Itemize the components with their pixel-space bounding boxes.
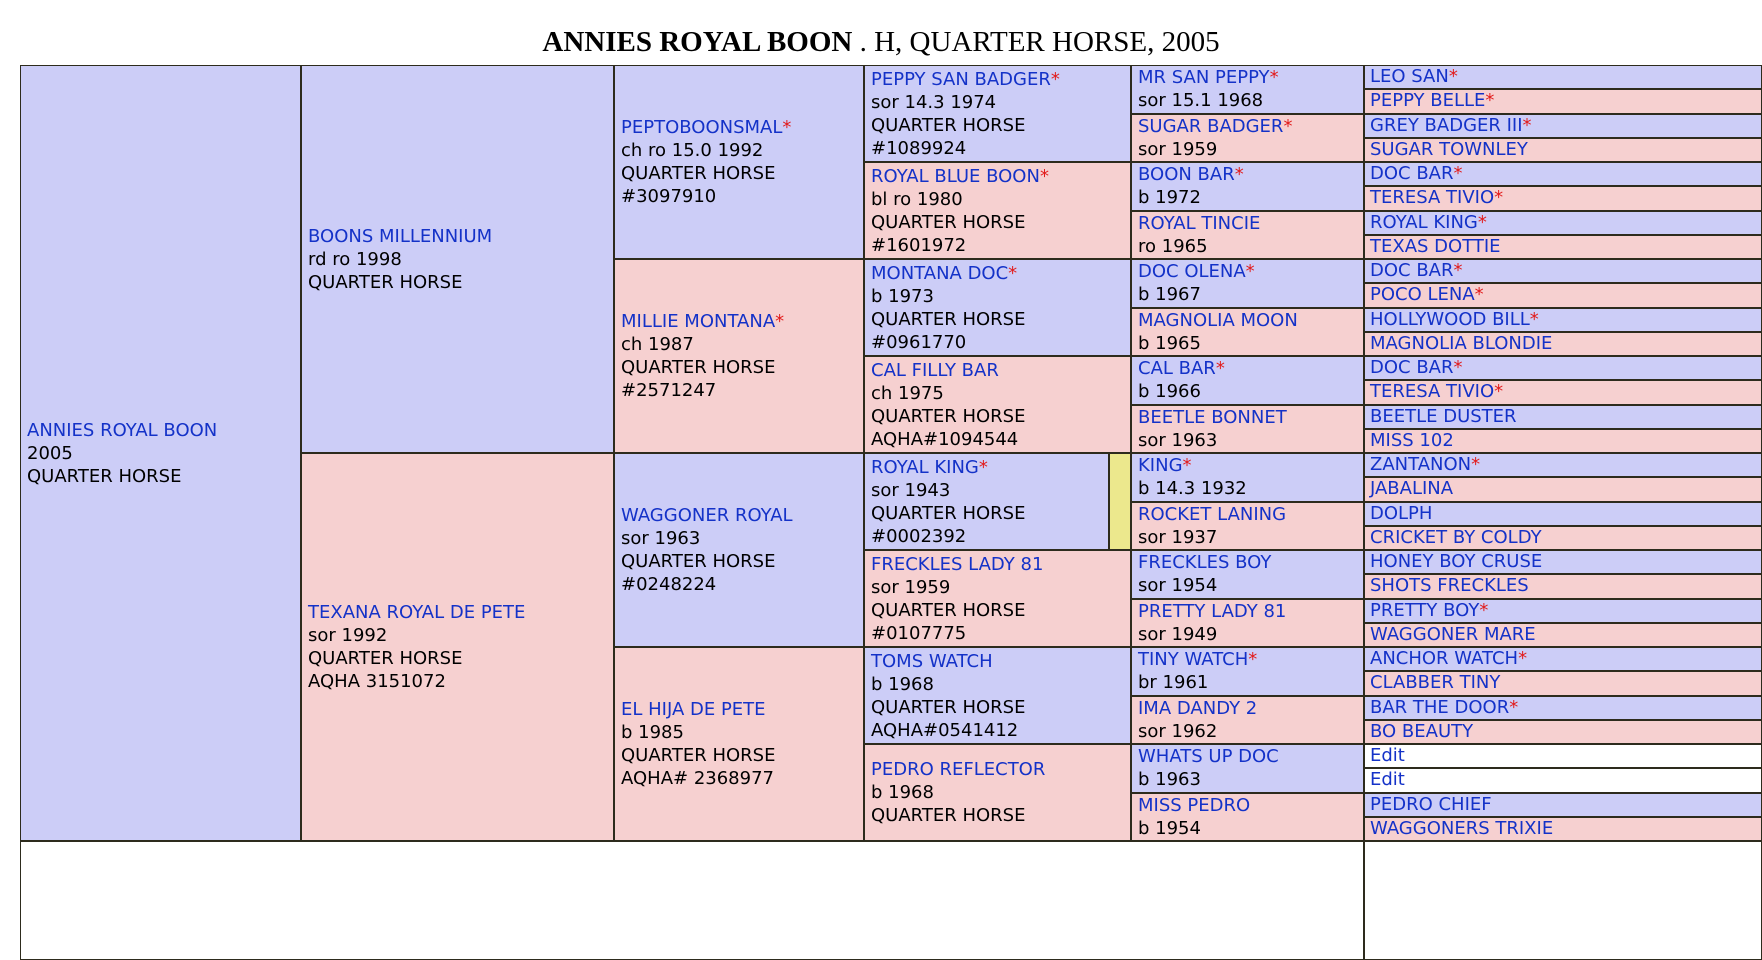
highlight-marker (1109, 453, 1131, 550)
horse-detail: b 1968 (871, 673, 934, 695)
horse-detail: b 1967 (1138, 284, 1201, 306)
col6-horse-cell (1364, 138, 1762, 162)
horse-detail: br 1961 (1138, 672, 1209, 694)
col6-horse-cell (1364, 502, 1762, 526)
horse-name-link[interactable]: CAL FILLY BAR (871, 359, 999, 381)
horse-detail: sor 1959 (1138, 138, 1218, 160)
horse-detail: sor 1954 (1138, 575, 1218, 597)
registered-star: * (1182, 455, 1192, 477)
col6-horse-cell (1364, 356, 1762, 380)
horse-name-link[interactable]: DOC BAR (1370, 163, 1454, 185)
title-horse-name: ANNIES ROYAL BOON (542, 26, 853, 58)
horse-name-line (1138, 357, 1363, 380)
horse-name-link[interactable]: Edit (1370, 745, 1405, 767)
horse-name-line (1370, 722, 1761, 742)
horse-name-link[interactable]: WAGGONER ROYAL (621, 505, 793, 526)
col6-horse-cell (1364, 647, 1762, 671)
horse-name-line (871, 68, 1130, 91)
horse-name-line (1370, 67, 1761, 87)
col6-horse-cell (1364, 817, 1762, 841)
horse-detail: QUARTER HORSE (871, 114, 1026, 136)
col6-horse-cell (1364, 380, 1762, 404)
horse-name-link[interactable]: TEXANA ROYAL DE PETE (308, 602, 526, 623)
horse-name-line (1370, 528, 1761, 548)
col5-horse-cell (1131, 211, 1364, 260)
registered-star: * (1039, 165, 1049, 187)
horse-name-line (1370, 601, 1761, 621)
col6-horse-cell (1364, 744, 1762, 768)
horse-name-line (621, 310, 863, 333)
horse-name-line (1138, 745, 1363, 768)
col6-horse-cell (1364, 405, 1762, 429)
horse-name-line (27, 419, 300, 442)
horse-detail: sor 1963 (621, 528, 701, 549)
horse-name-line (1138, 503, 1363, 526)
horse-name-line (308, 225, 613, 248)
pedigree-chart (20, 65, 1762, 960)
horse-detail: #0248224 (621, 574, 717, 595)
horse-name-link[interactable]: PEPTOBOONSMAL (621, 117, 783, 138)
horse-name-link[interactable]: DOC BAR (1370, 357, 1454, 379)
horse-name-link[interactable]: SHOTS FRECKLES (1370, 575, 1529, 597)
horse-name-link[interactable]: TINY WATCH (1138, 649, 1249, 671)
horse-detail: #2571247 (621, 380, 717, 401)
horse-detail: b 1965 (1138, 332, 1201, 354)
horse-name-line (1370, 455, 1761, 475)
horse-name-line (1370, 164, 1761, 184)
registered-star: * (1485, 90, 1495, 112)
horse-detail: QUARTER HORSE (871, 599, 1026, 621)
col6-horse-cell (1364, 720, 1762, 744)
registered-star: * (1471, 454, 1481, 476)
col5-horse-cell (1131, 793, 1364, 842)
col4-horse-cell (864, 259, 1131, 356)
horse-name-line (871, 359, 1130, 382)
col4-horse-cell (864, 744, 1131, 841)
col5-horse-cell (1131, 744, 1364, 793)
horse-name-line (1370, 140, 1761, 160)
col5-horse-cell (1131, 114, 1364, 163)
col4-horse-cell (864, 356, 1131, 453)
horse-name-link[interactable]: PRETTY LADY 81 (1138, 600, 1287, 622)
horse-name-link[interactable]: PEDRO REFLECTOR (871, 759, 1046, 780)
registered-star: * (1509, 696, 1519, 718)
col6-horse-cell (1364, 477, 1762, 501)
horse-name-link[interactable]: DOC OLENA (1138, 261, 1246, 283)
col6-horse-cell (1364, 574, 1762, 598)
horse-name-link[interactable]: BOON BAR (1138, 164, 1235, 186)
horse-name-link[interactable]: ROYAL BLUE BOON (871, 165, 1040, 187)
horse-name-line (1370, 358, 1761, 378)
horse-detail: sor 1963 (1138, 429, 1218, 451)
horse-name-link[interactable]: PEPPY BELLE (1370, 90, 1486, 112)
col6-horse-cell (1364, 259, 1762, 283)
horse-name-link[interactable]: PEDRO CHIEF (1370, 793, 1492, 815)
horse-detail: #0961770 (871, 331, 967, 353)
col6-horse-cell (1364, 526, 1762, 550)
col3-horse-cell (614, 65, 864, 259)
horse-detail: QUARTER HORSE (308, 271, 463, 293)
horse-name-link[interactable]: SUGAR TOWNLEY (1370, 138, 1528, 160)
horse-name-link[interactable]: ANCHOR WATCH (1370, 648, 1519, 670)
col6-horse-cell (1364, 65, 1762, 89)
registered-star: * (978, 456, 988, 478)
horse-name-link[interactable]: JABALINA (1370, 478, 1454, 500)
horse-name-link[interactable]: BOONS MILLENNIUM (308, 225, 493, 247)
horse-name-link[interactable]: ROYAL KING (1370, 211, 1478, 233)
horse-name-link[interactable]: MISS 102 (1370, 429, 1454, 451)
registered-star: * (1269, 67, 1279, 89)
horse-detail: ro 1965 (1138, 235, 1208, 257)
horse-name-link[interactable]: LEO SAN (1370, 66, 1449, 88)
horse-name-line (621, 504, 863, 527)
title-details: . H, QUARTER HORSE, 2005 (852, 26, 1220, 58)
horse-name-link[interactable]: CRICKET BY COLDY (1370, 526, 1542, 548)
horse-name-link[interactable]: CAL BAR (1138, 358, 1216, 380)
col6-horse-cell (1364, 623, 1762, 647)
horse-name-line (1370, 285, 1761, 305)
horse-name-link[interactable]: Edit (1370, 769, 1405, 791)
horse-name-link[interactable]: FRECKLES BOY (1138, 552, 1272, 574)
horse-detail: #1089924 (871, 137, 967, 159)
horse-detail: AQHA#0541412 (871, 719, 1019, 741)
horse-detail: ch 1987 (621, 334, 694, 355)
horse-name-link[interactable]: FRECKLES LADY 81 (871, 553, 1044, 575)
horse-name-line (871, 758, 1130, 781)
registered-star: * (1494, 381, 1504, 403)
registered-star: * (782, 117, 792, 138)
horse-name-line (871, 456, 1108, 479)
horse-detail: sor 1943 (871, 479, 951, 501)
horse-name-line (1138, 406, 1363, 429)
registered-star: * (1245, 261, 1255, 283)
col1-horse-cell (20, 65, 301, 841)
horse-detail: #3097910 (621, 186, 717, 207)
horse-name-link[interactable]: WAGGONER MARE (1370, 623, 1536, 645)
horse-detail: b 14.3 1932 (1138, 478, 1247, 500)
horse-detail: ch 1975 (871, 382, 944, 404)
registered-star: * (1474, 284, 1484, 306)
horse-detail: 2005 (27, 442, 73, 464)
horse-name-link[interactable]: MONTANA DOC (871, 262, 1009, 284)
horse-name-line (1138, 648, 1363, 671)
registered-star: * (1453, 357, 1463, 379)
col5-horse-cell (1131, 308, 1364, 357)
horse-name-link[interactable]: GREY BADGER III (1370, 114, 1523, 136)
horse-name-link[interactable]: TERESA TIVIO (1370, 381, 1495, 403)
horse-name-link[interactable]: EL HIJA DE PETE (621, 699, 766, 720)
horse-detail: sor 1962 (1138, 720, 1218, 742)
horse-name-line (1138, 309, 1363, 332)
horse-name-link[interactable]: DOLPH (1370, 502, 1433, 524)
horse-name-line (1138, 600, 1363, 623)
horse-detail: sor 1949 (1138, 623, 1218, 645)
horse-name-line (1370, 504, 1761, 524)
horse-detail: QUARTER HORSE (27, 465, 182, 487)
horse-detail: sor 1959 (871, 576, 951, 598)
horse-detail: b 1973 (871, 285, 934, 307)
horse-name-link[interactable]: TOMS WATCH (871, 650, 993, 672)
horse-name-link[interactable]: ANNIES ROYAL BOON (27, 419, 218, 441)
horse-name-link[interactable]: IMA DANDY 2 (1138, 697, 1258, 719)
registered-star: * (1453, 163, 1463, 185)
col5-horse-cell (1131, 599, 1364, 648)
col6-horse-cell (1364, 453, 1762, 477)
horse-detail: b 1985 (621, 722, 684, 743)
horse-name-link[interactable]: HONEY BOY CRUSE (1370, 551, 1543, 573)
col6-horse-cell (1364, 768, 1762, 792)
horse-detail: AQHA#1094544 (871, 428, 1019, 450)
col5-horse-cell (1131, 696, 1364, 745)
horse-name-line (1370, 334, 1761, 354)
horse-name-link[interactable]: POCO LENA (1370, 284, 1475, 306)
registered-star: * (1522, 114, 1532, 136)
horse-name-line (1138, 115, 1363, 138)
horse-name-line (1138, 551, 1363, 574)
horse-name-line (1370, 625, 1761, 645)
horse-name-link[interactable]: BAR THE DOOR (1370, 696, 1510, 718)
horse-name-link[interactable]: BO BEAUTY (1370, 720, 1474, 742)
horse-name-line (1370, 746, 1761, 766)
registered-star: * (1477, 211, 1487, 233)
horse-name-link[interactable]: MAGNOLIA MOON (1138, 309, 1298, 331)
horse-name-link[interactable]: HOLLYWOOD BILL (1370, 308, 1530, 330)
horse-name-line (1370, 819, 1761, 839)
horse-detail: QUARTER HORSE (871, 405, 1026, 427)
horse-name-line (1138, 66, 1363, 89)
col4-horse-cell (864, 65, 1131, 162)
col6-horse-cell (1364, 308, 1762, 332)
col6-horse-cell (1364, 211, 1762, 235)
horse-detail: QUARTER HORSE (871, 805, 1026, 826)
horse-detail: QUARTER HORSE (871, 308, 1026, 330)
registered-star: * (1518, 648, 1528, 670)
registered-star: * (1448, 66, 1458, 88)
horse-detail: b 1954 (1138, 817, 1201, 839)
horse-detail: b 1966 (1138, 381, 1201, 403)
horse-detail: AQHA 3151072 (308, 671, 446, 692)
horse-detail: b 1963 (1138, 769, 1201, 791)
registered-star: * (1529, 308, 1539, 330)
horse-name-line (1370, 479, 1761, 499)
horse-name-line (1138, 260, 1363, 283)
horse-name-link[interactable]: KING (1138, 455, 1183, 477)
col6-horse-cell (1364, 599, 1762, 623)
horse-name-link[interactable]: PRETTY BOY (1370, 599, 1480, 621)
horse-detail: sor 1992 (308, 625, 388, 646)
col5-horse-cell (1131, 405, 1364, 454)
horse-name-link[interactable]: MISS PEDRO (1138, 794, 1251, 816)
horse-name-line (1370, 795, 1761, 815)
registered-star: * (1283, 115, 1293, 137)
horse-detail: QUARTER HORSE (871, 211, 1026, 233)
horse-name-line (621, 698, 863, 721)
horse-detail: AQHA# 2368977 (621, 768, 774, 789)
horse-name-link[interactable]: DOC BAR (1370, 260, 1454, 282)
registered-star: * (1008, 262, 1018, 284)
horse-name-link[interactable]: MR SAN PEPPY (1138, 67, 1270, 89)
col6-horse-cell (1364, 89, 1762, 113)
horse-name-line (871, 165, 1130, 188)
horse-detail: QUARTER HORSE (621, 357, 776, 378)
horse-name-line (1370, 237, 1761, 257)
horse-name-line (1370, 576, 1761, 596)
horse-name-line (1370, 261, 1761, 281)
col6-horse-cell (1364, 332, 1762, 356)
registered-star: * (1453, 260, 1463, 282)
col3-horse-cell (614, 453, 864, 647)
col3-horse-cell (614, 647, 864, 841)
registered-star: * (1479, 599, 1489, 621)
col2-horse-cell (301, 65, 614, 453)
horse-name-line (1370, 407, 1761, 427)
horse-name-line (1370, 673, 1761, 693)
horse-detail: #0107775 (871, 622, 967, 644)
horse-name-link[interactable]: MAGNOLIA BLONDIE (1370, 332, 1553, 354)
col6-horse-cell (1364, 114, 1762, 138)
horse-name-line (621, 116, 863, 139)
horse-name-line (1370, 91, 1761, 111)
horse-detail: #1601972 (871, 234, 967, 256)
horse-detail: bl ro 1980 (871, 188, 963, 210)
col5-horse-cell (1131, 502, 1364, 551)
col3-horse-cell (614, 259, 864, 453)
horse-name-line (1370, 431, 1761, 451)
col5-horse-cell (1131, 65, 1364, 114)
col5-horse-cell (1131, 647, 1364, 696)
footer-row (20, 841, 1364, 960)
horse-name-link[interactable]: ROCKET LANING (1138, 503, 1287, 525)
horse-name-line (1370, 382, 1761, 402)
horse-name-line (1370, 552, 1761, 572)
horse-name-line (1370, 698, 1761, 718)
registered-star: * (1234, 164, 1244, 186)
col4-horse-cell (864, 162, 1131, 259)
horse-name-line (1138, 212, 1363, 235)
horse-detail: QUARTER HORSE (308, 648, 463, 669)
col4-horse-cell (864, 550, 1131, 647)
registered-star: * (775, 311, 785, 332)
horse-name-link[interactable]: CLABBER TINY (1370, 672, 1501, 694)
horse-name-line (871, 262, 1130, 285)
col5-horse-cell (1131, 162, 1364, 211)
horse-name-link[interactable]: BEETLE DUSTER (1370, 405, 1517, 427)
col5-horse-cell (1131, 550, 1364, 599)
horse-detail: QUARTER HORSE (621, 745, 776, 766)
horse-name-link[interactable]: TERESA TIVIO (1370, 187, 1495, 209)
horse-name-link[interactable]: ZANTANON (1370, 454, 1472, 476)
horse-name-line (1138, 163, 1363, 186)
page-title (0, 26, 1762, 59)
horse-detail: ch ro 15.0 1992 (621, 140, 764, 161)
col4-horse-cell (864, 647, 1131, 744)
horse-name-line (1138, 697, 1363, 720)
horse-name-line (1370, 310, 1761, 330)
horse-name-line (1370, 213, 1761, 233)
registered-star: * (1248, 649, 1258, 671)
horse-name-link[interactable]: SUGAR BADGER (1138, 115, 1284, 137)
horse-name-line (871, 650, 1130, 673)
col6-horse-cell (1364, 235, 1762, 259)
col6-horse-cell (1364, 162, 1762, 186)
horse-detail: #0002392 (871, 525, 967, 547)
col6-horse-cell (1364, 186, 1762, 210)
horse-name-link[interactable]: MILLIE MONTANA (621, 311, 776, 332)
horse-detail: QUARTER HORSE (871, 502, 1026, 524)
col5-horse-cell (1131, 259, 1364, 308)
horse-name-line (1138, 454, 1363, 477)
col6-horse-cell (1364, 696, 1762, 720)
registered-star: * (1050, 68, 1060, 90)
col6-horse-cell (1364, 793, 1762, 817)
horse-detail: b 1972 (1138, 187, 1201, 209)
horse-name-line (1370, 770, 1761, 790)
col6-horse-cell (1364, 550, 1762, 574)
horse-name-link[interactable]: ROYAL TINCIE (1138, 212, 1261, 234)
horse-detail: sor 14.3 1974 (871, 91, 997, 113)
horse-detail: sor 1937 (1138, 526, 1218, 548)
footer-row-right (1364, 841, 1762, 960)
col5-horse-cell (1131, 356, 1364, 405)
horse-detail: QUARTER HORSE (871, 696, 1026, 718)
horse-detail: QUARTER HORSE (621, 551, 776, 572)
horse-detail: rd ro 1998 (308, 248, 402, 270)
horse-detail: b 1968 (871, 782, 934, 803)
col2-horse-cell (301, 453, 614, 841)
horse-name-link[interactable]: BEETLE BONNET (1138, 406, 1287, 428)
col5-horse-cell (1131, 453, 1364, 502)
horse-name-link[interactable]: WHATS UP DOC (1138, 746, 1279, 768)
col6-horse-cell (1364, 671, 1762, 695)
horse-name-link[interactable]: TEXAS DOTTIE (1370, 235, 1501, 257)
horse-detail: QUARTER HORSE (621, 163, 776, 184)
registered-star: * (1494, 187, 1504, 209)
horse-detail: sor 15.1 1968 (1138, 90, 1264, 112)
col4-horse-cell (864, 453, 1109, 550)
horse-name-line (871, 553, 1130, 576)
horse-name-line (1370, 649, 1761, 669)
registered-star: * (1215, 358, 1225, 380)
horse-name-line (1138, 794, 1363, 817)
horse-name-link[interactable]: WAGGONERS TRIXIE (1370, 817, 1554, 839)
horse-name-link[interactable]: PEPPY SAN BADGER (871, 68, 1051, 90)
horse-name-line (1370, 188, 1761, 208)
col6-horse-cell (1364, 429, 1762, 453)
col6-horse-cell (1364, 283, 1762, 307)
horse-name-link[interactable]: ROYAL KING (871, 456, 979, 478)
horse-name-line (308, 601, 613, 624)
horse-name-line (1370, 116, 1761, 136)
